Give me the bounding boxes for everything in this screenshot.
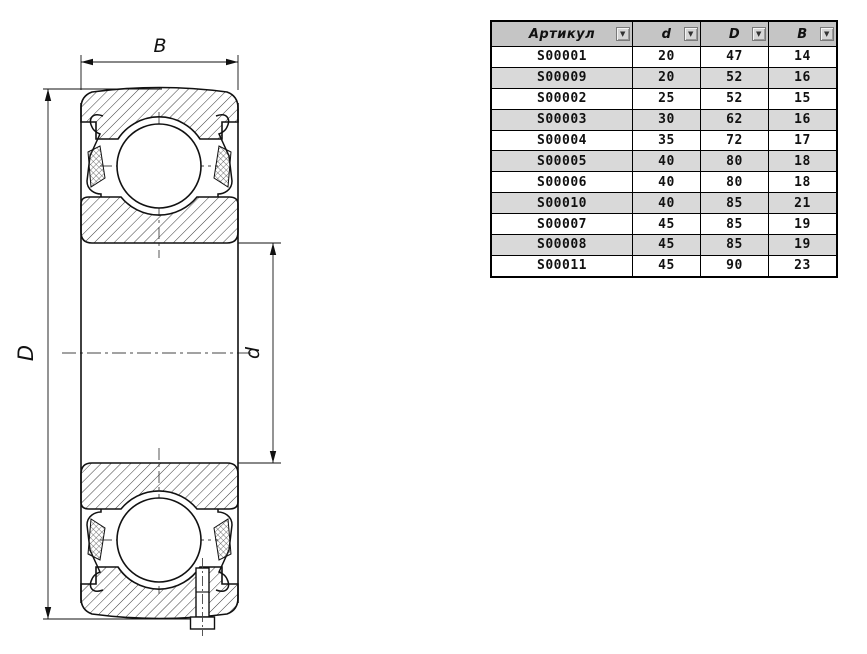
column-header-D-label: D bbox=[728, 26, 741, 42]
spec-table bbox=[490, 20, 838, 278]
cell-article: S00010 bbox=[492, 193, 632, 213]
filter-dropdown-article[interactable] bbox=[616, 27, 630, 41]
cell-B: 23 bbox=[769, 256, 836, 276]
column-header-article bbox=[492, 22, 632, 46]
cell-B: 18 bbox=[769, 151, 836, 171]
cell-B: 19 bbox=[769, 235, 836, 255]
cell-article: S00004 bbox=[492, 131, 632, 151]
cell-d: 30 bbox=[633, 110, 700, 130]
dimension-b-label: B bbox=[153, 35, 167, 57]
cell-article: S00001 bbox=[492, 47, 632, 67]
cell-d: 45 bbox=[633, 214, 700, 234]
column-header-d bbox=[633, 22, 700, 46]
cell-article: S00006 bbox=[492, 172, 632, 192]
cell-D: 85 bbox=[701, 214, 768, 234]
dropdown-arrow-icon: ▼ bbox=[824, 29, 830, 38]
cell-D: 52 bbox=[701, 89, 768, 109]
dimension-d-outer-label: D bbox=[14, 344, 38, 362]
cell-D: 62 bbox=[701, 110, 768, 130]
filter-dropdown-d[interactable] bbox=[684, 27, 698, 41]
cell-B: 21 bbox=[769, 193, 836, 213]
cell-D: 85 bbox=[701, 193, 768, 213]
cell-article: S00011 bbox=[492, 256, 632, 276]
dimension-b bbox=[81, 55, 238, 90]
cell-B: 19 bbox=[769, 214, 836, 234]
cell-D: 80 bbox=[701, 172, 768, 192]
cell-B: 14 bbox=[769, 47, 836, 67]
cell-article: S00002 bbox=[492, 89, 632, 109]
ball-bottom bbox=[117, 498, 201, 582]
column-header-D bbox=[701, 22, 768, 46]
cell-d: 40 bbox=[633, 151, 700, 171]
cell-B: 15 bbox=[769, 89, 836, 109]
cell-D: 85 bbox=[701, 235, 768, 255]
cell-B: 16 bbox=[769, 68, 836, 88]
cell-d: 20 bbox=[633, 68, 700, 88]
cell-D: 72 bbox=[701, 131, 768, 151]
cell-D: 80 bbox=[701, 151, 768, 171]
cell-B: 16 bbox=[769, 110, 836, 130]
cell-D: 52 bbox=[701, 68, 768, 88]
cell-article: S00009 bbox=[492, 68, 632, 88]
dropdown-arrow-icon: ▼ bbox=[756, 29, 762, 38]
cell-D: 90 bbox=[701, 256, 768, 276]
cell-article: S00003 bbox=[492, 110, 632, 130]
cell-d: 20 bbox=[633, 47, 700, 67]
column-header-d-label: d bbox=[661, 26, 672, 42]
cell-d: 45 bbox=[633, 256, 700, 276]
cell-D: 47 bbox=[701, 47, 768, 67]
cell-article: S00008 bbox=[492, 235, 632, 255]
column-header-B-label: B bbox=[797, 26, 808, 42]
cell-d: 35 bbox=[633, 131, 700, 151]
dropdown-arrow-icon: ▼ bbox=[688, 29, 694, 38]
cell-d: 40 bbox=[633, 172, 700, 192]
cell-d: 45 bbox=[633, 235, 700, 255]
column-header-article-label: Артикул bbox=[528, 26, 596, 42]
filter-dropdown-D[interactable] bbox=[752, 27, 766, 41]
filter-dropdown-B[interactable] bbox=[820, 27, 834, 41]
cell-B: 18 bbox=[769, 172, 836, 192]
dimension-d-bore-label: d bbox=[242, 346, 264, 360]
cell-B: 17 bbox=[769, 131, 836, 151]
cell-d: 40 bbox=[633, 193, 700, 213]
ball-top bbox=[117, 124, 201, 208]
cell-d: 25 bbox=[633, 89, 700, 109]
cell-article: S00007 bbox=[492, 214, 632, 234]
dropdown-arrow-icon: ▼ bbox=[620, 29, 626, 38]
column-header-B bbox=[769, 22, 836, 46]
cell-article: S00005 bbox=[492, 151, 632, 171]
